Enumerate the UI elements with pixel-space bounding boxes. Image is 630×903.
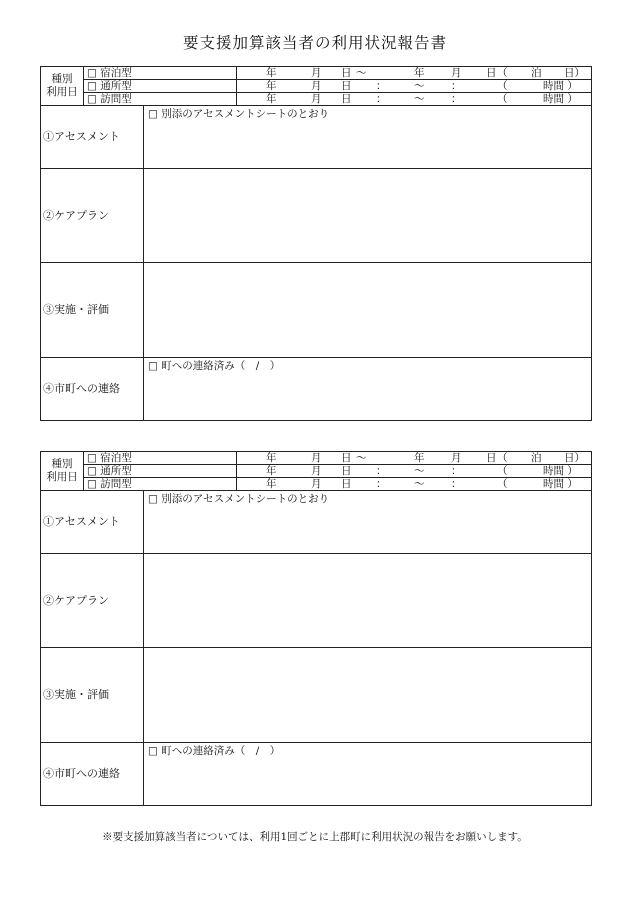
date-month: 月 [311,93,322,105]
time-colon: ： [376,465,387,477]
care-plan-field[interactable] [144,554,592,648]
date-range-sep: 〜 [356,67,367,79]
town-contact-label: ④市町への連絡 [41,743,144,806]
town-contact-label: ④市町への連絡 [41,358,144,421]
overnight-type-option[interactable]: □ 宿泊型 [84,67,237,80]
date-end-month: 月 [451,67,462,79]
date-day: 日 [341,465,352,477]
town-contact-field[interactable]: □ 町への連絡済み（ / ） [144,743,592,806]
date-year: 年 [266,67,277,79]
assessment-label: ①アセスメント [41,491,144,554]
hours-unit: 時間 ） [543,80,578,92]
paren-open: （ [497,465,508,477]
date-end-day: 日 [486,67,497,79]
hours-unit: 時間 ） [543,465,578,477]
nights-unit: 泊 [531,67,542,79]
usage-type-table [40,66,592,106]
time-colon: ： [451,465,462,477]
type-label: 種別 [51,73,73,85]
type-label: 種別 [51,458,73,470]
footer-note: ※要支援加算該当者については、利用1回ごとに上郡町に利用状況の報告をお願いします。 [102,831,528,843]
date-month: 月 [311,452,322,464]
report-form-1 [40,66,591,421]
time-range-sep: 〜 [414,478,425,490]
date-year: 年 [266,478,277,490]
date-day: 日 [341,80,352,92]
daycare-type-option[interactable]: □ 通所型 [84,465,237,478]
time-colon: ： [451,80,462,92]
usage-date-label: 利用日 [46,86,78,98]
assessment-field[interactable]: □ 別添のアセスメントシートのとおり [144,106,592,169]
days-unit: 日） [564,67,585,79]
date-day: 日 [341,93,352,105]
paren-open: （ [497,80,508,92]
nights-unit: 泊 [531,452,542,464]
report-sections-table [40,490,592,806]
report-sections-table [40,105,592,421]
time-colon: ： [376,478,387,490]
paren-open: （ [497,452,508,464]
time-colon: ： [451,478,462,490]
time-colon: ： [451,93,462,105]
date-end-year: 年 [414,67,425,79]
type-date-label [41,67,84,106]
type-date-label [41,452,84,491]
days-unit: 日） [564,452,585,464]
paren-open: （ [497,93,508,105]
date-year: 年 [266,93,277,105]
care-plan-label: ②ケアプラン [41,169,144,263]
date-month: 月 [311,67,322,79]
assessment-label: ①アセスメント [41,106,144,169]
visit-date-row[interactable] [237,93,592,106]
time-colon: ： [376,93,387,105]
date-month: 月 [311,478,322,490]
hours-unit: 時間 ） [543,93,578,105]
page-title: 要支援加算該当者の利用状況報告書 [182,34,447,52]
care-plan-field[interactable] [144,169,592,263]
time-range-sep: 〜 [414,93,425,105]
implementation-label: ③実施・評価 [41,263,144,358]
overnight-date-row[interactable] [237,67,592,80]
date-day: 日 [341,67,352,79]
date-day: 日 [341,452,352,464]
care-plan-label: ②ケアプラン [41,554,144,648]
paren-open: （ [497,67,508,79]
time-colon: ： [376,80,387,92]
date-end-day: 日 [486,452,497,464]
hours-unit: 時間 ） [543,478,578,490]
usage-type-table [40,451,592,491]
daycare-date-row[interactable] [237,465,592,478]
visit-type-option[interactable]: □ 訪問型 [84,478,237,491]
implementation-field[interactable] [144,648,592,743]
assessment-field[interactable]: □ 別添のアセスメントシートのとおり [144,491,592,554]
visit-date-row[interactable] [237,478,592,491]
date-month: 月 [311,465,322,477]
date-end-month: 月 [451,452,462,464]
overnight-type-option[interactable]: □ 宿泊型 [84,452,237,465]
time-range-sep: 〜 [414,80,425,92]
overnight-date-row[interactable] [237,452,592,465]
report-form-2 [40,451,591,806]
date-month: 月 [311,80,322,92]
daycare-type-option[interactable]: □ 通所型 [84,80,237,93]
date-range-sep: 〜 [356,452,367,464]
paren-open: （ [497,478,508,490]
usage-date-label: 利用日 [46,471,78,483]
town-contact-field[interactable]: □ 町への連絡済み（ / ） [144,358,592,421]
date-year: 年 [266,80,277,92]
date-year: 年 [266,465,277,477]
visit-type-option[interactable]: □ 訪問型 [84,93,237,106]
time-range-sep: 〜 [414,465,425,477]
date-end-year: 年 [414,452,425,464]
implementation-field[interactable] [144,263,592,358]
implementation-label: ③実施・評価 [41,648,144,743]
date-day: 日 [341,478,352,490]
date-year: 年 [266,452,277,464]
daycare-date-row[interactable] [237,80,592,93]
